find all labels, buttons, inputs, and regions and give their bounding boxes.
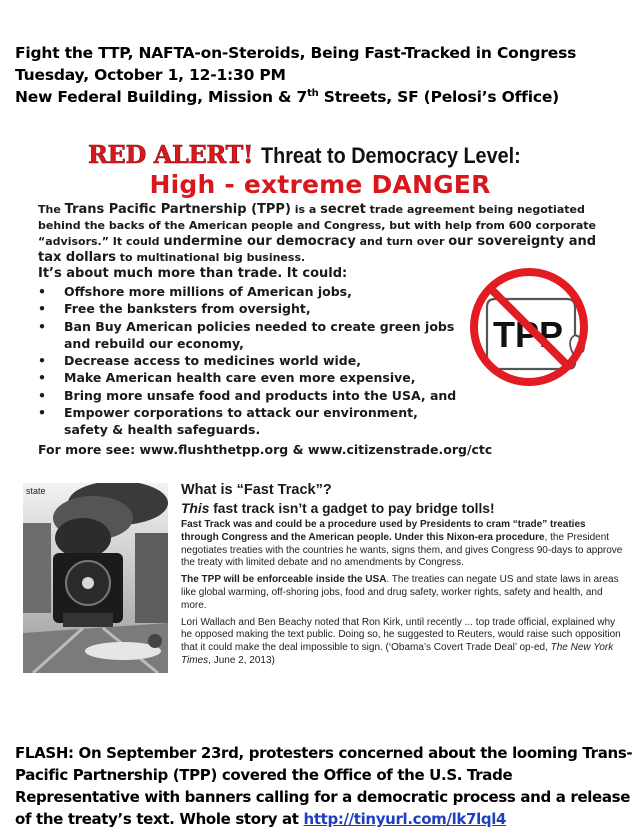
fast-track-title: What is “Fast Track”?: [181, 482, 332, 498]
list-item: [38, 404, 458, 439]
fast-track-subtitle: [181, 500, 626, 518]
list-item-text: Bring more unsafe food and products into the USA, and: [64, 387, 457, 403]
fast-track-p3-b: , June 2, 2013): [208, 654, 275, 666]
list-item-text: Make American health care even more expensive,: [64, 370, 416, 386]
header-location-sup: th: [307, 88, 319, 99]
bullet-icon: •: [38, 284, 46, 299]
fast-track-p1-bold: Fast Track was and could be a procedure used by Presidents to cram “trade” treaties through Congress and the American people. Under this Nixon-era procedure: [181, 519, 586, 543]
bullet-icon: •: [38, 301, 46, 317]
list-item: [38, 318, 458, 353]
alert-heading: [88, 140, 568, 174]
train-photo-illustration: [23, 483, 168, 673]
intro-text: trade agreement being negotiated behind the backs of the American people and Congress, but with help from 600 corporate “advisors.” It could: [38, 203, 597, 248]
list-item-text: Decrease access to medicines world wide,: [64, 353, 361, 369]
intro-text: and turn over: [355, 235, 449, 248]
danger-level: High - extreme DANGER: [149, 170, 491, 199]
bullet-icon: •: [38, 387, 46, 403]
bullet-icon: •: [38, 318, 46, 334]
list-item: [38, 352, 458, 369]
intro-democracy: undermine our democracy: [163, 234, 356, 249]
header-line-1: Fight the TTP, NAFTA-on-Steroids, Being Fast-Tracked in Congress: [15, 44, 577, 62]
header-location-b: Streets, SF (Pelosi’s Office): [318, 88, 560, 106]
intro-text: to multinational big business.: [115, 251, 306, 264]
threat-level-label: Threat to Democracy Level:: [261, 143, 521, 168]
fast-track-paragraph-1: [181, 519, 626, 570]
flash-news: [15, 742, 635, 830]
intro-text: is a: [290, 203, 321, 216]
fast-track-paragraph-2: [181, 574, 626, 612]
header-line-2: Tuesday, October 1, 12-1:30 PM: [15, 66, 286, 84]
header-line-3: [15, 86, 630, 108]
fast-track-sub-this: This: [181, 501, 210, 516]
tpp-intro-paragraph: [38, 202, 618, 266]
intro-text: The: [38, 203, 65, 216]
fast-track-p2-rest: . The treaties can negate US and state laws in areas like global warming, off-shoring jobs, food and drug safety, worker rights, safety and health, and more.: [181, 574, 619, 611]
more-than-trade-heading: It’s about much more than trade. It could:: [38, 266, 348, 281]
fast-track-p1-rest: , the President negotiates treaties with the countries he wants, signs them, and gives Congress 90-days to approve the treaty with limited debate and no amendments by Congress.: [181, 531, 623, 569]
bullet-icon: •: [38, 353, 46, 369]
fast-track-section: [181, 481, 626, 668]
for-more-links: For more see: www.flushthetpp.org & www.citizenstrade.org/ctc: [38, 442, 493, 457]
list-item: [38, 369, 458, 386]
red-alert-label: RED ALERT!: [88, 140, 254, 169]
story-link[interactable]: http://tinyurl.com/lk7lql4: [303, 810, 507, 828]
tpp-logo-text: TPP: [492, 314, 564, 355]
intro-sovereignty: our sovereignty and tax dollars: [38, 234, 597, 265]
fast-track-paragraph-3: [181, 617, 626, 668]
intro-secret: secret: [320, 202, 366, 217]
list-item-text: Empower corporations to attack our environment, safety & health safeguards.: [64, 405, 418, 438]
threat-list: [38, 283, 458, 439]
fast-track-p3-source: The New York Times: [181, 642, 614, 666]
bullet-icon: •: [38, 405, 46, 421]
list-item-text: Offshore more millions of American jobs,: [64, 284, 352, 299]
list-item: [38, 300, 458, 317]
list-item: [38, 387, 458, 404]
fast-track-p2-bold: The TPP will be enforceable inside the USA: [181, 574, 387, 586]
event-header: [15, 42, 630, 108]
no-tpp-prohibition-icon: [455, 265, 605, 390]
train-track-photo: [23, 483, 168, 673]
list-item: [38, 283, 458, 300]
fast-track-p3-a: Lori Wallach and Ben Beachy noted that Ron Kirk, until recently ... top trade official, explained why he opposed making the text public. Doing so, he suggested to Reuters, would raise such opposition that it could make the deal impossible to sign. (‘Obama’s Covert Trade Deal’ op-ed,: [181, 616, 621, 654]
header-location-a: New Federal Building, Mission & 7: [15, 88, 308, 106]
intro-tpp-name: Trans Pacific Partnership (TPP): [64, 202, 291, 217]
fast-track-sub-rest: fast track isn’t a gadget to pay bridge tolls!: [209, 501, 495, 516]
flash-text: FLASH: On September 23rd, protesters concerned about the looming Trans-Pacific Partnership (TPP) covered the Office of the U.S. Trade Representative with banners calling for a democratic process and a release of the treaty’s text. Whole story at: [15, 744, 633, 828]
photo-caption: state: [26, 486, 46, 496]
list-item-text: Free the banksters from oversight,: [64, 301, 311, 317]
bullet-icon: •: [38, 370, 46, 386]
list-item-text: Ban Buy American policies needed to create green jobs and rebuild our economy,: [64, 318, 455, 351]
